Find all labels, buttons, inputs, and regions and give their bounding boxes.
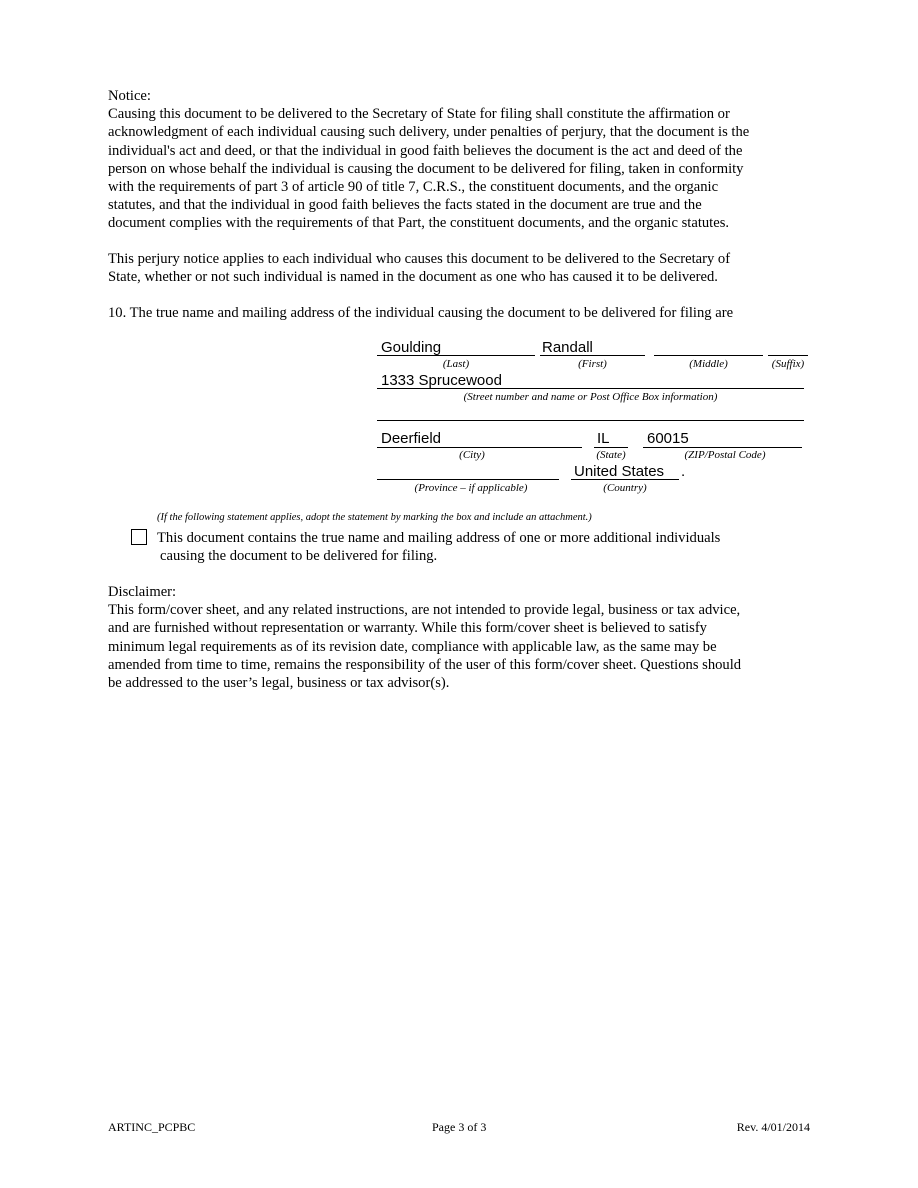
footer-form-id: ARTINC_PCPBC: [108, 1120, 196, 1134]
country-period: .: [681, 463, 686, 480]
notice-line: individual's act and deed, or that the individual in good faith believes the document is the act and deed of the: [108, 142, 743, 159]
suffix-underline: [768, 355, 808, 356]
notice-line: statutes, and that the individual in good faith believes the facts stated in the document are true and the: [108, 197, 702, 214]
statement-text: [157, 529, 720, 565]
city-underline: [377, 447, 582, 448]
disclaimer-line: This form/cover sheet, and any related instructions, are not intended to provide legal, business or tax advice,: [108, 602, 741, 619]
middle-name-label: (Middle): [689, 358, 728, 370]
perjury-section: [108, 250, 808, 286]
additional-individuals-checkbox[interactable]: [131, 529, 147, 545]
province-underline: [377, 479, 559, 480]
street-underline: [377, 388, 804, 389]
statement-line: causing the document to be delivered for filing.: [160, 548, 438, 565]
province-label: (Province – if applicable): [414, 482, 528, 494]
perjury-line: This perjury notice applies to each individual who causes this document to be delivered to the Secretary of: [108, 251, 731, 267]
disclaimer-line: be addressed to the user’s legal, business or tax advisor(s).: [108, 675, 450, 692]
city-field[interactable]: Deerfield: [381, 430, 442, 447]
notice-heading: Notice:: [108, 88, 151, 104]
notice-line: acknowledgment of each individual causing such delivery, under penalties of perjury, that the document is the: [108, 124, 750, 141]
country-field[interactable]: United States: [574, 463, 665, 480]
state-field[interactable]: IL: [597, 430, 610, 447]
first-name-underline: [540, 355, 645, 356]
statement-line: This document contains the true name and mailing address of one or more additional individuals: [157, 530, 721, 546]
footer-page-number: Page 3 of 3: [432, 1120, 487, 1134]
last-name-underline: [377, 355, 535, 356]
zip-underline: [643, 447, 802, 448]
notice-section: [108, 87, 808, 233]
city-label: (City): [459, 449, 485, 461]
first-name-label: (First): [578, 358, 607, 370]
disclaimer-heading: Disclaimer:: [108, 584, 177, 600]
statement-instruction: (If the following statement applies, adopt the statement by marking the box and include an attachment.): [157, 512, 592, 523]
disclaimer-line: amended from time to time, remains the responsibility of the user of this form/cover sheet. Questions should: [108, 656, 742, 673]
perjury-line: State, whether or not such individual is named in the document as one who has caused it to be delivered.: [108, 269, 718, 286]
disclaimer-line: minimum legal requirements as of its revision date, compliance with applicable law, as the same may be: [108, 638, 717, 655]
state-label: (State): [596, 449, 626, 461]
suffix-label: (Suffix): [771, 358, 805, 370]
street-field[interactable]: 1333 Sprucewood: [381, 372, 502, 389]
last-name-field[interactable]: Goulding: [381, 339, 442, 356]
notice-line: with the requirements of part 3 of article 90 of title 7, C.R.S., the constituent documents, and the organic: [108, 179, 719, 196]
country-underline: [571, 479, 679, 480]
disclaimer-line: and are furnished without representation or warranty. While this form/cover sheet is believed to satisfy: [108, 620, 707, 637]
country-label: (Country): [603, 482, 647, 494]
street-line2-underline: [377, 420, 804, 421]
zip-field[interactable]: 60015: [647, 430, 689, 447]
notice-line: document complies with the requirements of that Part, the constituent documents, and the organic statutes.: [108, 215, 730, 232]
footer-revision: Rev. 4/01/2014: [736, 1120, 810, 1134]
zip-label: (ZIP/Postal Code): [684, 449, 766, 461]
middle-name-underline: [654, 355, 763, 356]
first-name-field[interactable]: Randall: [542, 339, 593, 356]
state-underline: [594, 447, 628, 448]
last-name-label: (Last): [442, 358, 470, 370]
notice-line: Causing this document to be delivered to the Secretary of State for filing shall constitute the affirmation or: [108, 106, 730, 123]
item10-text: 10. The true name and mailing address of the individual causing the document to be delivered for filing are: [108, 305, 734, 321]
disclaimer-section: [108, 583, 808, 692]
street-label: (Street number and name or Post Office Box information): [463, 391, 718, 403]
notice-line: person on whose behalf the individual is causing the document to be delivered for filing, taken in conformity: [108, 160, 744, 177]
item10-section: [108, 304, 808, 322]
